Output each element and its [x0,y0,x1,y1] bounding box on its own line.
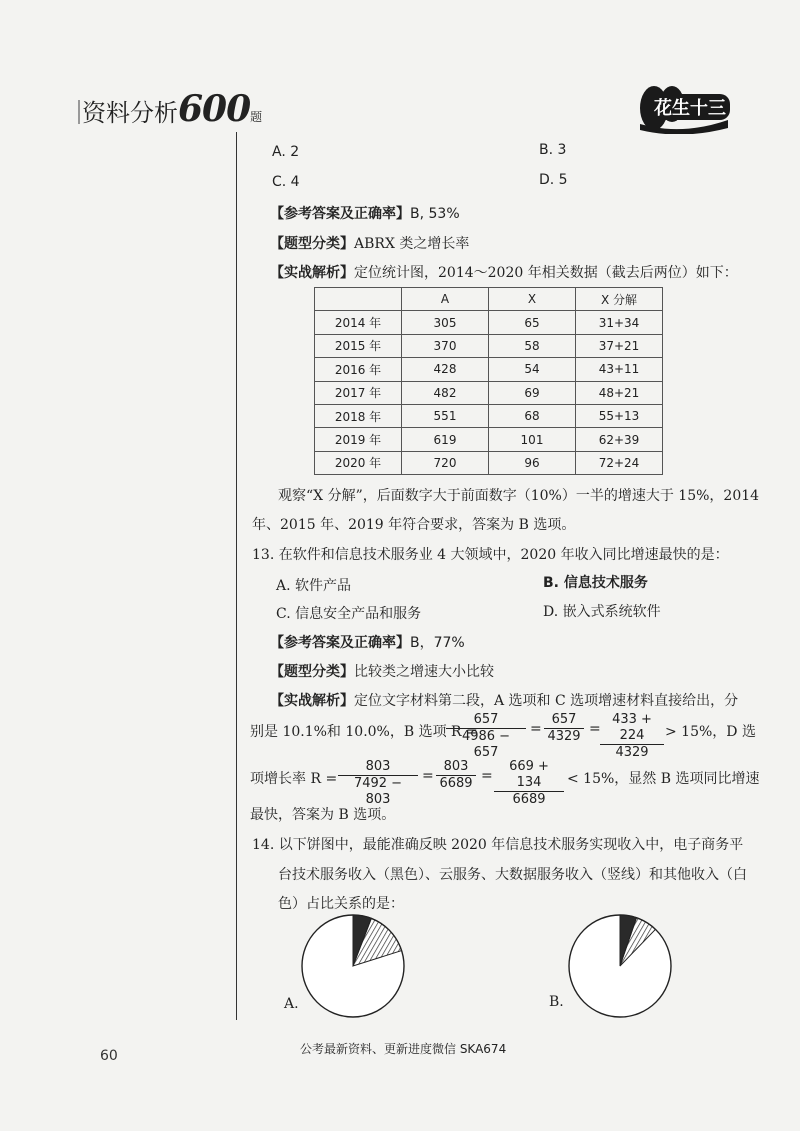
fraction-denominator: 6689 [439,776,473,791]
table-header-cell: X 分解 [576,288,663,311]
q12-answer-text: B, 53% [410,206,460,222]
fraction-numerator: 657 [544,712,584,729]
table-row [315,381,663,404]
page-number: 60 [100,1048,118,1064]
fraction-numerator: 657 [446,712,526,729]
q12-answer [270,203,460,223]
fraction [600,712,664,761]
table-cell: 2017 年 [315,381,402,404]
equals-sign: = [530,721,542,737]
table-cell: 551 [402,404,489,427]
table-cell: 48+21 [576,381,663,404]
equals-sign: = [481,768,493,784]
q13-option-c: C. 信息安全产品和服务 [276,606,422,622]
table-cell: 54 [489,358,576,381]
q14-line3: 色）占比关系的是： [278,896,404,912]
q12-observe-line1: 观察“X 分解”，后面数字大于前面数字（10%）一半的增速大于 15%，2014 [278,488,760,504]
q12-category-label: 【题型分类】 [270,236,354,252]
table-row [315,428,663,451]
table-cell: 68 [489,404,576,427]
fraction-denominator: 7492 − 803 [353,776,403,807]
stat-table [314,287,663,475]
table-header-cell: X [489,288,576,311]
pie-chart-a [300,913,406,1019]
header-divider [78,100,80,124]
q13-analysis-line3-prefix: 项增长率 R = [250,771,338,787]
fraction [338,759,418,808]
table-cell: 305 [402,311,489,334]
q12-option-c: C. 4 [272,174,300,190]
q14-option-a: A. [284,996,299,1012]
q13-analysis [270,690,738,710]
table-cell: 101 [489,428,576,451]
q12-analysis [270,262,738,282]
table-row [315,358,663,381]
table-cell: 619 [402,428,489,451]
q12-option-b: B. 3 [539,142,567,158]
fraction [544,712,584,745]
table-cell: 2014 年 [315,311,402,334]
margin-rule [236,132,237,1020]
table-cell: 55+13 [576,404,663,427]
q13-category [270,661,494,681]
q13-answer [270,632,465,652]
table-cell: 2016 年 [315,358,402,381]
q13-category-text: 比较类之增速大小比较 [354,664,494,680]
table-cell: 2015 年 [315,334,402,357]
table-cell: 58 [489,334,576,357]
q14-line2: 台技术服务收入（黑色）、云服务、大数据服务收入（竖线）和其他收入（白 [278,867,747,883]
table-row [315,404,663,427]
q14-option-b: B. [549,994,564,1010]
q13-option-a: A. 软件产品 [276,578,352,594]
q13-stem: 13. 在软件和信息技术服务业 4 大领域中，2020 年收入同比增速最快的是： [252,547,729,563]
comparison-text: < 15%，显然 B 选项同比增速 [567,771,760,787]
q12-analysis-text: 定位统计图，2014～2020 年相关数据（截去后两位）如下： [354,265,738,281]
fraction [436,759,476,792]
table-row [315,451,663,474]
q12-category-text: ABRX 类之增长率 [354,236,470,252]
table-cell: 428 [402,358,489,381]
q13-option-d: D. 嵌入式系统软件 [543,604,661,620]
q13-answer-label: 【参考答案及正确率】 [270,635,410,651]
table-cell: 2020 年 [315,451,402,474]
q13-option-b: B. 信息技术服务 [543,575,648,591]
q12-answer-label: 【参考答案及正确率】 [270,206,410,222]
table-header-cell [315,288,402,311]
table-cell: 43+11 [576,358,663,381]
q13-analysis-label: 【实战解析】 [270,693,354,709]
table-cell: 2019 年 [315,428,402,451]
table-cell: 72+24 [576,451,663,474]
q13-category-label: 【题型分类】 [270,664,354,680]
table-cell: 370 [402,334,489,357]
q13-analysis-line4: 最快，答案为 B 选项。 [250,807,396,823]
footer-note: 公考最新资料、更新进度微信 SKA674 [300,1042,507,1056]
table-cell: 69 [489,381,576,404]
table-cell: 720 [402,451,489,474]
fraction-numerator: 803 [338,759,418,776]
q13-analysis-line2-prefix: 别是 10.1%和 10.0%，B 选项 R = [250,724,478,740]
brand-name: 花生十三 [650,94,730,120]
book-title [82,88,262,130]
fraction [494,759,564,808]
table-cell: 2018 年 [315,404,402,427]
table-cell: 65 [489,311,576,334]
q12-option-a: A. 2 [272,144,300,160]
comparison-text: > 15%，D 选 [665,724,756,740]
table-cell: 62+39 [576,428,663,451]
fraction [446,712,526,761]
equals-sign: = [589,721,601,737]
table-row [315,311,663,334]
book-title-suffix: 题 [250,110,263,124]
table-header-row [315,288,663,311]
book-title-prefix: 资料分析 [82,99,178,127]
q14-line1: 14. 以下饼图中，最能准确反映 2020 年信息技术服务实现收入中，电子商务平 [252,837,744,853]
table-cell: 37+21 [576,334,663,357]
q12-option-d: D. 5 [539,172,568,188]
fraction-denominator: 4329 [547,729,581,744]
fraction-denominator: 6689 [512,792,546,807]
q13-answer-text: B，77% [410,635,465,651]
table-cell: 482 [402,381,489,404]
book-title-number: 600 [178,88,251,130]
table-cell: 96 [489,451,576,474]
fraction-numerator: 803 [436,759,476,776]
table-header-cell: A [402,288,489,311]
table-row [315,334,663,357]
fraction-numerator: 433 + 224 [600,712,664,745]
fraction-denominator: 4329 [615,745,649,760]
q12-observe-line2: 年、2015 年、2019 年符合要求，答案为 B 选项。 [252,517,576,533]
fraction-numerator: 669 + 134 [494,759,564,792]
table-cell: 31+34 [576,311,663,334]
equals-sign: = [422,768,434,784]
q13-analysis-line1: 定位文字材料第二段，A 选项和 C 选项增速材料直接给出，分 [354,693,739,709]
fraction-denominator: 4986 − 657 [461,729,511,760]
pie-chart-b [567,913,673,1019]
q12-analysis-label: 【实战解析】 [270,265,354,281]
q12-category [270,233,469,253]
